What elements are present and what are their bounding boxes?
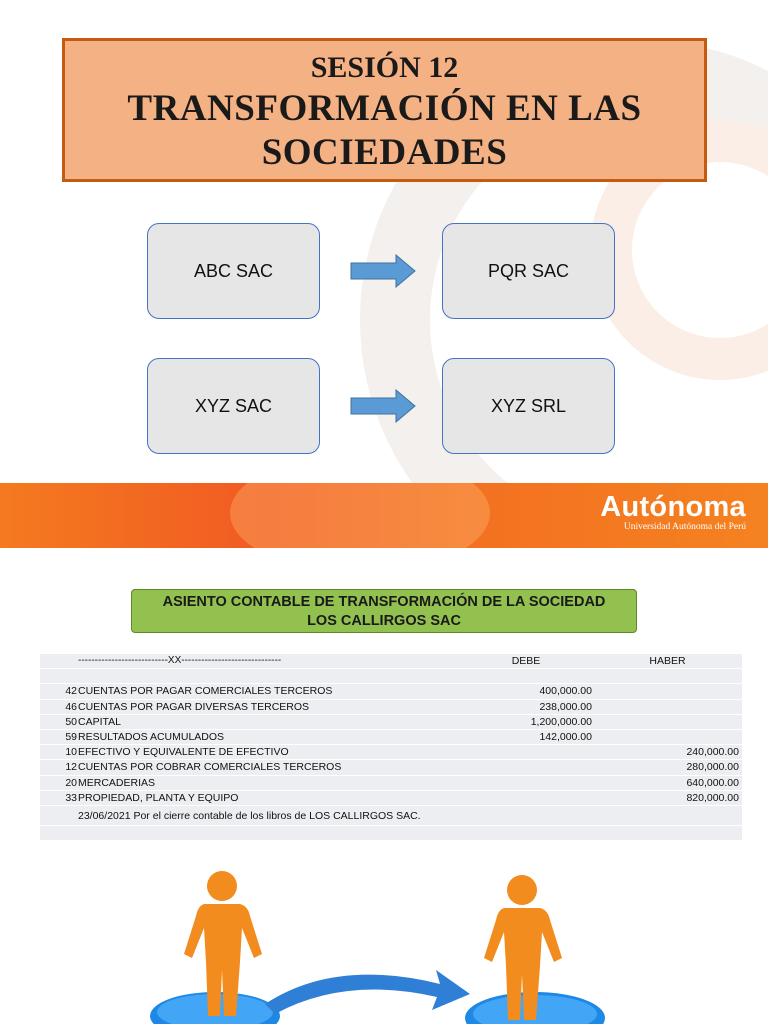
ledger-blank-row	[40, 669, 742, 684]
account-name: RESULTADOS ACUMULADOS	[78, 730, 225, 743]
account-name: EFECTIVO Y EQUIVALENTE DE EFECTIVO	[78, 746, 289, 759]
ledger-row	[40, 760, 742, 775]
company-name: XYZ SRL	[490, 395, 567, 416]
session-label: SESIÓN 12	[310, 51, 459, 84]
company-box-from	[147, 223, 320, 319]
company-box-to	[442, 223, 615, 319]
band-highlight	[230, 483, 490, 548]
column-header-debe: DEBE	[511, 655, 541, 667]
account-name: MERCADERIAS	[78, 776, 156, 789]
debit-amount: 238,000.00	[539, 700, 592, 713]
debit-amount: 142,000.00	[539, 730, 592, 743]
credit-amount: 280,000.00	[686, 761, 739, 774]
company-name: ABC SAC	[193, 260, 274, 281]
brand-subtitle: Universidad Autónoma del Perú	[623, 522, 746, 532]
account-name: CUENTAS POR COBRAR COMERCIALES TERCEROS	[78, 761, 342, 774]
title-line: TRANSFORMACIÓN EN LAS	[127, 88, 642, 129]
credit-amount: 240,000.00	[686, 746, 739, 759]
ledger-header-row	[40, 654, 742, 669]
company-box-from	[147, 358, 320, 454]
ledger-row	[40, 745, 742, 760]
ledger-row	[40, 776, 742, 791]
account-code: 50	[65, 715, 77, 728]
ledger-row	[40, 715, 742, 730]
title-line: SOCIEDADES	[261, 132, 508, 173]
account-code: 20	[65, 776, 77, 789]
account-code: 42	[65, 685, 77, 698]
credit-amount: 820,000.00	[686, 791, 739, 804]
account-code: 59	[65, 730, 77, 743]
debit-amount: 1,200,000.00	[530, 715, 592, 728]
account-code: 12	[65, 761, 77, 774]
account-name: CAPITAL	[78, 715, 121, 728]
entry-heading	[131, 589, 637, 633]
ledger-row	[40, 791, 742, 806]
slide-journal-entry	[0, 576, 768, 1024]
ledger-row	[40, 700, 742, 715]
account-name: CUENTAS POR PAGAR DIVERSAS TERCEROS	[78, 700, 310, 713]
account-code: 10	[65, 746, 77, 759]
debit-amount: 400,000.00	[539, 685, 592, 698]
ledger-row	[40, 730, 742, 745]
brand-logo: Autónoma	[600, 491, 746, 523]
entry-separator: ---------------------------XX------------------------------	[78, 655, 282, 666]
account-code: 46	[65, 700, 77, 713]
column-header-haber: HABER	[649, 655, 686, 667]
ledger-row	[40, 684, 742, 699]
right-arrow-icon	[350, 389, 416, 423]
account-name: CUENTAS POR PAGAR COMERCIALES TERCEROS	[78, 685, 333, 698]
ledger-gloss-row	[40, 806, 742, 826]
company-box-to	[442, 358, 615, 454]
title-box	[62, 38, 707, 182]
right-arrow-icon	[350, 254, 416, 288]
entry-heading-line: ASIENTO CONTABLE DE TRANSFORMACIÓN DE LA SOCIEDAD	[162, 594, 606, 610]
brand-band	[0, 483, 768, 548]
company-name: PQR SAC	[487, 260, 570, 281]
entry-heading-line: LOS CALLIRGOS SAC	[307, 613, 461, 629]
ledger-blank-row	[40, 826, 742, 841]
company-name: XYZ SAC	[194, 395, 273, 416]
entry-gloss: 23/06/2021 Por el cierre contable de los libros de LOS CALLIRGOS SAC.	[78, 809, 421, 822]
people-exchange-illustration	[0, 866, 768, 1024]
credit-amount: 640,000.00	[686, 776, 739, 789]
ledger-table	[40, 654, 742, 841]
account-code: 33	[65, 791, 77, 804]
slide-transformation	[0, 0, 768, 483]
account-name: PROPIEDAD, PLANTA Y EQUIPO	[78, 791, 239, 804]
